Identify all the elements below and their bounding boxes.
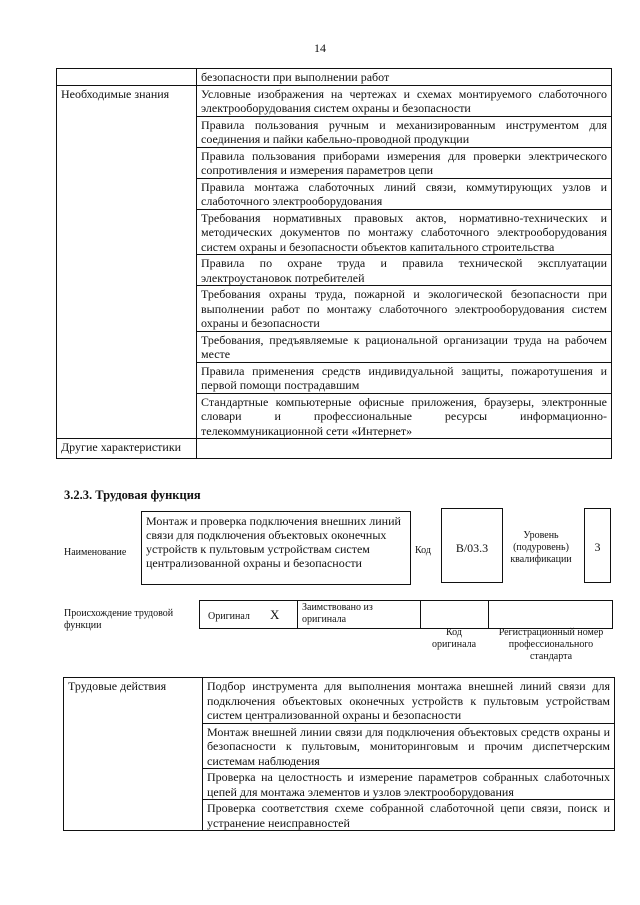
reg-number-caption: Регистрационный номер профессионального стандарта	[498, 627, 604, 662]
origin-table	[199, 600, 613, 629]
level-label: Уровень (подуровень) квалификации	[510, 530, 572, 565]
knowledge-table	[56, 68, 612, 459]
labor-actions-table	[63, 677, 615, 831]
knowledge-item: Правила по охране труда и правила технической эксплуатации электроустановок потребителей	[197, 255, 612, 286]
code-value-box: B/03.3	[441, 508, 503, 583]
origin-divider	[488, 601, 489, 629]
origin-code-caption: Код оригинала	[431, 627, 477, 650]
origin-divider	[420, 601, 421, 629]
level-value-box: 3	[584, 508, 611, 583]
section-heading: 3.2.3. Трудовая функция	[64, 488, 201, 502]
knowledge-item: Правила пользования ручным и механизированным инструментом для соединения и пайки кабельно-проводной продукции	[197, 116, 612, 147]
knowledge-item: Условные изображения на чертежах и схемах монтируемого слаботочного электрооборудования систем охраны и безопасности	[197, 85, 612, 116]
page-number: 14	[314, 41, 326, 55]
knowledge-item: Требования, предъявляемые к рациональной организации труда на рабочем месте	[197, 331, 612, 362]
origin-label: Происхождение трудовой функции	[64, 608, 174, 631]
labor-actions-label: Трудовые действия	[64, 678, 203, 831]
knowledge-item: Требования охраны труда, пожарной и экологической безопасности при выполнении работ по монтажу слаботочного электрооборудования систем охраны и безопасности	[197, 286, 612, 332]
other-characteristics-value	[197, 439, 612, 459]
other-characteristics-label: Другие характеристики	[57, 439, 197, 459]
knowledge-item: Требования нормативных правовых актов, нормативно-технических и методических документов по монтажу слаботочного электрооборудования систем охраны и безопасности объектов капитального строительства	[197, 209, 612, 255]
knowledge-item: Правила пользования приборами измерения для проверки электрического сопротивления и измерения параметров цепи	[197, 147, 612, 178]
knowledge-item: Стандартные компьютерные офисные приложения, браузеры, электронные словари и профессиональные ресурсы информационно-телекоммуникационной сети «Интернет»	[197, 393, 612, 439]
labor-action-item: Проверка соответствия схеме собранной слаботочной цепи связи, поиск и устранение неисправностей	[203, 800, 615, 831]
table-row	[57, 439, 612, 459]
labor-action-item: Монтаж внешней линии связи для подключения объектовых средств охраны и безопасности к пультовым, мониторинговым и прочим диспетчерским системам наблюдения	[203, 723, 615, 769]
knowledge-item: Правила монтажа слаботочных линий связи, коммутирующих узлов и слаботочного электрооборудования	[197, 178, 612, 209]
continuation-cell: безопасности при выполнении работ	[197, 69, 612, 86]
table-row	[57, 69, 612, 86]
table-row	[64, 678, 615, 724]
borrowed-label: Заимствовано из оригинала	[302, 602, 373, 625]
table-row	[57, 85, 612, 116]
name-label: Наименование	[64, 547, 127, 558]
empty-label-cell	[57, 69, 197, 86]
function-name-box: Монтаж и проверка подключения внешних линий связи для подключения объектовых оконечных устройств к пультовым устройствам систем централизованной охраны и безопасности	[141, 511, 411, 585]
original-mark: X	[270, 607, 280, 622]
code-label: Код	[415, 545, 431, 556]
labor-action-item: Подбор инструмента для выполнения монтажа внешней линий связи для подключения объектовых оконечных устройств к пультовым устройствам систем централизованной охраны и безопасности	[203, 678, 615, 724]
origin-divider	[297, 601, 298, 629]
original-label: Оригинал	[208, 611, 250, 622]
knowledge-label: Необходимые знания	[57, 85, 197, 439]
knowledge-item: Правила применения средств индивидуальной защиты, пожаротушения и первой помощи пострадавшим	[197, 362, 612, 393]
labor-action-item: Проверка на целостность и измерение параметров собранных слаботочных цепей для монтажа элементов и узлов электрооборудования	[203, 769, 615, 800]
